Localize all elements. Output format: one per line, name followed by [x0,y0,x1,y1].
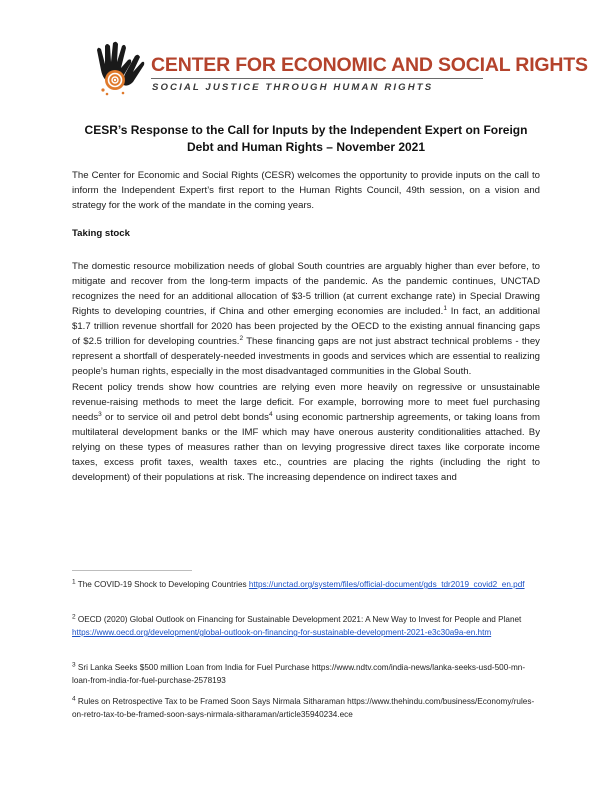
footnote-ref-3[interactable]: 3 [98,410,102,418]
footnote-ref-1[interactable]: 1 [443,304,447,312]
footnote-2 [72,613,542,639]
footnote-number: 4 [72,695,76,703]
footnote-number: 2 [72,613,76,621]
footnote-1 [72,578,542,591]
hands-sun-logo-icon [95,40,147,98]
footnote-number: 1 [72,578,76,586]
paragraph-text: In fact, an additional $1.7 trillion revenue shortfall for 2020 has been projected by the OECD to the existing annual financing gaps of $2.5 trillion for developing countries. [72,306,540,347]
footnote-3 [72,661,542,687]
org-tagline: SOCIAL JUSTICE THROUGH HUMAN RIGHTS [152,82,434,93]
paragraph-text: using economic partnership agreements, or taking loans from multilateral development banks or the IMF which may have onerous austerity conditionalities attached. By relying on these types of measures rather than on levying progressive direct taxes like corporate income taxes, excess profit taxes, wealth taxes etc., countries are placing the rights (including the right to development) of their populations at risk. The increasing dependence on indirect taxes and [72,412,540,483]
paragraph-text: or to service oil and petrol debt bonds [101,412,269,423]
section-heading: Taking stock [72,228,130,239]
footnote-2-link[interactable]: https://www.oecd.org/development/global-outlook-on-financing-for-sustainable-development-2021-e3c30a9a-en.htm [72,628,492,637]
footnote-4 [72,695,542,721]
paragraph-text: The domestic resource mobilization needs of global South countries are arguably higher than ever before, to mitigate and recover from the long-term impacts of the pandemic. As the pandemic continues, UNCTAD recognizes the need for an additional allocation of $3-5 trillion (at current exchange rate) in Special Drawing Rights to developing countries, if China and other emerging economies are included. [72,261,540,317]
paragraph-taking-stock-2 [72,380,540,485]
footnote-text: Sri Lanka Seeks $500 million Loan from India for Fuel Purchase https://www.ndtv.com/india-news/lanka-seeks-usd-500-mn-loan-from-india-for-fuel-purchase-2578193 [72,663,526,685]
paragraph-text: These financing gaps are not just abstract technical problems - they represent a shortfall of desperately-needed investments in goods and services which are essential to realizing people’s human rights, especially in the most disadvantaged communities in the Global South. [72,336,540,377]
document-title: CESR’s Response to the Call for Inputs by the Independent Expert on Foreign Debt and Human Rights – November 2021 [84,123,528,154]
footnote-1-link[interactable]: https://unctad.org/system/files/official-document/gds_tdr2019_covid2_en.pdf [248,580,525,589]
footnote-text: OECD (2020) Global Outlook on Financing for Sustainable Development 2021: A New Way to Invest for People and Planet [75,615,522,624]
intro-paragraph: The Center for Economic and Social Rights (CESR) welcomes the opportunity to provide inputs on the call to inform the Independent Expert’s first report to the Human Rights Council, 49th session, on a vision and strategy for the work of the mandate in the coming years. [72,170,540,211]
paragraph-text: Recent policy trends show how countries are relying even more heavily on regressive or unsustainable revenue-raising methods to meet the large deficit. For example, borrowing more to meet fuel purchasing needs [72,382,540,423]
footnote-ref-2[interactable]: 2 [239,334,244,342]
footnote-ref-4[interactable]: 4 [268,410,273,418]
footnote-text: Rules on Retrospective Tax to be Framed Soon Says Nirmala Sitharaman https://www.thehindu.com/business/Economy/rules-on-retro-tax-to-be-framed-soon-says-nirmala-sitharaman/article35940234.ece [72,697,535,719]
footnote-separator [72,570,192,571]
org-logo [95,40,588,100]
footnote-number: 3 [72,661,76,669]
logo-divider [151,78,483,79]
footnote-text: The COVID-19 Shock to Developing Countries [75,580,249,589]
org-name: CENTER FOR ECONOMIC AND SOCIAL RIGHTS [151,54,588,76]
paragraph-taking-stock-1 [72,259,540,379]
